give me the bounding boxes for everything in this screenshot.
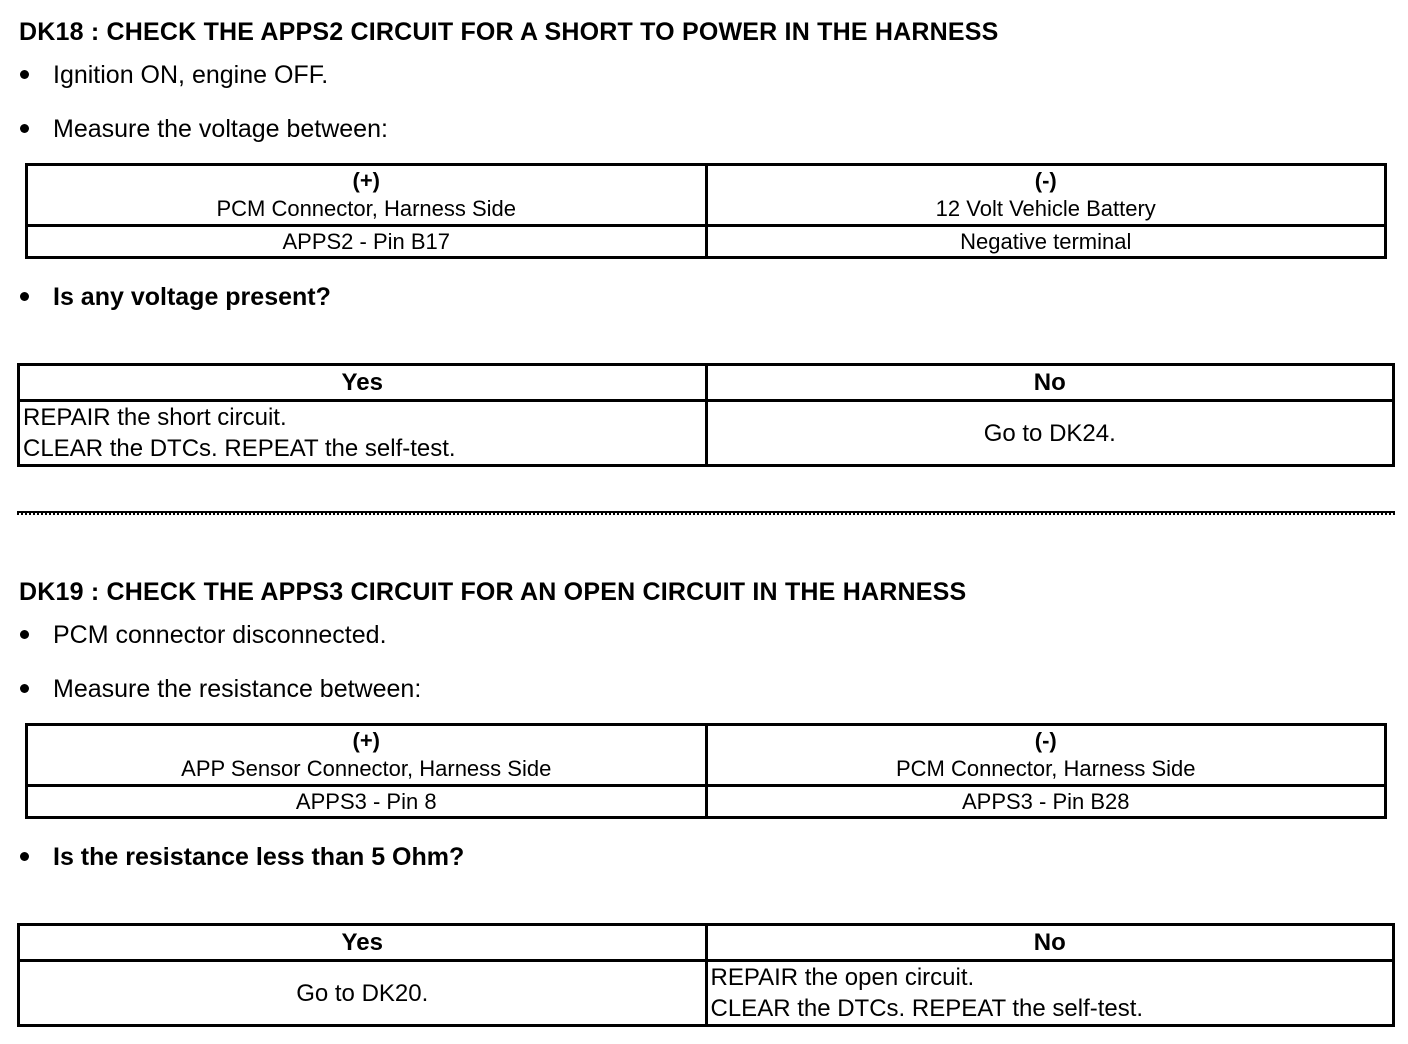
dk18-question: [19, 282, 331, 312]
yes-action: Go to DK20.: [19, 961, 707, 1026]
step-text: Measure the voltage between:: [53, 115, 388, 143]
dk18-measure-table: [25, 163, 1387, 259]
dk18-result-table: [17, 363, 1395, 467]
bullet-icon: [20, 684, 29, 693]
yes-header: Yes: [19, 925, 707, 961]
no-action: [706, 961, 1394, 1026]
question-text: Is the resistance less than 5 Ohm?: [53, 843, 465, 871]
plus-value: APPS2 - Pin B17: [27, 226, 707, 258]
plus-label: APP Sensor Connector, Harness Side: [181, 756, 552, 781]
dk19-heading: DK19 : CHECK THE APPS3 CIRCUIT FOR AN OPEN CIRCUIT IN THE HARNESS: [19, 578, 967, 606]
minus-value: APPS3 - Pin B28: [706, 786, 1386, 818]
yes-action: [19, 401, 707, 466]
dk19-step-measure: [19, 674, 421, 704]
bullet-icon: [20, 124, 29, 133]
yes-header: Yes: [19, 365, 707, 401]
bullet-icon: [20, 852, 29, 861]
no-action-line: CLEAR the DTCs. REPEAT the self-test.: [710, 995, 1144, 1022]
minus-sign: (-): [1034, 728, 1057, 753]
plus-value: APPS3 - Pin 8: [27, 786, 707, 818]
minus-label: 12 Volt Vehicle Battery: [935, 196, 1156, 221]
yes-action-line: CLEAR the DTCs. REPEAT the self-test.: [23, 435, 456, 462]
dk18-heading: DK18 : CHECK THE APPS2 CIRCUIT FOR A SHORT TO POWER IN THE HARNESS: [19, 18, 999, 46]
step-text: Ignition ON, engine OFF.: [53, 61, 329, 89]
step-text: PCM connector disconnected.: [53, 621, 387, 649]
dk18-step-measure: [19, 114, 388, 144]
bullet-icon: [20, 70, 29, 79]
section-divider: [17, 511, 1395, 515]
plus-sign: (+): [352, 168, 380, 193]
dk19-question: [19, 842, 464, 872]
minus-terminal-header: [706, 165, 1386, 226]
dk18-step-ignition: [19, 60, 328, 90]
no-header: No: [706, 925, 1394, 961]
no-header: No: [706, 365, 1394, 401]
bullet-icon: [20, 630, 29, 639]
dk19-result-table: [17, 923, 1395, 1027]
minus-terminal-header: [706, 725, 1386, 786]
plus-terminal-header: [27, 725, 707, 786]
dk19-measure-table: [25, 723, 1387, 819]
minus-label: PCM Connector, Harness Side: [895, 756, 1196, 781]
no-action-line: REPAIR the open circuit.: [710, 964, 975, 991]
no-action: Go to DK24.: [706, 401, 1394, 466]
minus-sign: (-): [1034, 168, 1057, 193]
bullet-icon: [20, 292, 29, 301]
question-text: Is any voltage present?: [53, 283, 331, 311]
plus-sign: (+): [352, 728, 380, 753]
minus-value: Negative terminal: [706, 226, 1386, 258]
dk19-step-connector: [19, 620, 387, 650]
plus-terminal-header: [27, 165, 707, 226]
yes-action-line: REPAIR the short circuit.: [23, 404, 287, 431]
step-text: Measure the resistance between:: [53, 675, 422, 703]
plus-label: PCM Connector, Harness Side: [216, 196, 517, 221]
